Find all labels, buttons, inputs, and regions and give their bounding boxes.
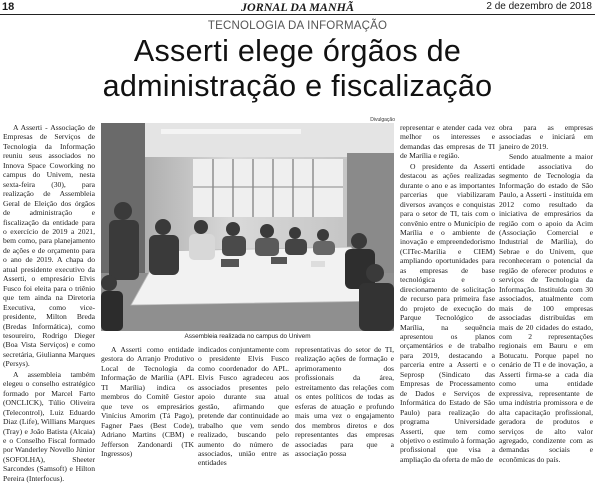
- article-column-2: [101, 345, 194, 458]
- section-tag: TECNOLOGIA DA INFORMAÇÃO: [207, 20, 388, 32]
- paragraph: A Asserti como entidade gestora do Arranjo Produtivo Local de Tecnologia da Informação de Marília (APL TI Marília) indica os membros do Comitê Gestor que teve os empresários Vinícius Amorim (Tá Pago), Fagner Paes (Best Code), Adriano Martins (CBM) e Jefferson Zandonardi (TK Ingressos): [101, 345, 194, 458]
- article-column-5: [400, 123, 495, 464]
- photo-caption: Assembleia realizada no campus do Univem: [184, 333, 311, 340]
- headline: [0, 34, 595, 104]
- paragraph: representativas do setor de TI, realização ações de formação e aprimoramento dos profissionais da área, estreitamento das relações com os entes políticos de todas as esferas de atuação e profundo mais uma vez o engajamento dos membros diretos e dos representantes das empresas associadas para que a associação possa: [295, 345, 394, 458]
- article-column-3: [198, 345, 289, 468]
- photo-credit: Divulgação: [370, 117, 395, 123]
- masthead: JORNAL DA MANHÃ: [241, 0, 354, 14]
- page-number: 18: [2, 1, 15, 13]
- paragraph: representar e atender cada vez melhor os interesses e demandas das empresas de TI de Marília e região.: [400, 123, 495, 161]
- paragraph: Sendo atualmente a maior entidade associativa do segmento de Tecnologia da Informação do estado de São Paulo, a Asserti - instituída em 2012 como resultado da iniciativa de empresários da região com o apoio da Acim (Associação Comercial e Industrial de Marília), do Sebrae e do Univem, que reconheceram o potencial da região de oferecer produtos e serviços de Tecnologia da Informação. Instituída com 30 associados, atualmente com mais de 100 empresas associadas distribuídas em mais de 20 cidades do estado, com 2 representações regionais em Bauru e em Botucatu. Porque papel no cenário de TI e de inovação, a Asserti firma-se a cada dia como uma entidade expressiva, representante de uma indústria promissora e de alta capacitação profissional, geradora de produtos e serviços de alto valor agregado, condizente com as demandas sociais e econômicas do país.: [499, 152, 593, 464]
- headline-line-1: Asserti elege órgãos de: [133, 34, 462, 68]
- article-photo: [101, 123, 394, 331]
- paragraph: A Asserti - Associação de Empresas de Serviços de Tecnologia da Informação reuniu seus associados no Innova Space Coworking no campus do Univem, nesta sexta-feira (30), para realização de Assembleia Geral de Eleição dos órgãos de administração e fiscalização da entidade para o exercício de 2019 a 2021, bem como, para planejamento de ações e de orçamento para o ano de 2019. A chapa do atual presidente executivo da Asserti, o empresário Elvis Fusco foi eleita para o triênio que tem ainda na Diretoria Executiva, como vice-presidente, Milton Breda (Bredas Informática), como tesoureiro, Rodrigo Dieger (Boa Vista Serviços) e como secretária, Giulianna Marques (Persys).: [3, 123, 95, 369]
- article-column-1: [3, 123, 95, 483]
- paragraph: A assembleia também elegeu o conselho estratégico formado por Marcel Farto (ONCLICK), Túlio Oliveira (Telecontrol), Luiz Eduardo Diaz (Life), Willians Marques (Tray) e João Batista (Alcaia) e o Conselho Fiscal formado por Wanderley Novello Júnior (SOFOLHA), Sheeter Sarcondes (Samsoft) e Hilton Pereira (Interfocus).: [3, 369, 95, 483]
- paragraph: indicados conjuntamente com o presidente Elvis Fusco como coordenador do APL. Elvis Fusco agradeceu aos associados presentes pelo apoio durante sua atual gestão, afirmando que pretende dar continuidade ao trabalho que vem sendo realizado, buscando pelo aumento do número de associados, união entre as entidades: [198, 345, 289, 468]
- paragraph: O presidente da Asserti destacou as ações realizadas durante o ano e as importantes parcerias que viabilizaram diversos avanços e conquistas para o setor de TI, tais com o convênio entre o Município de Marília e o ambiente de inovação e empreendedorismo (CITec-Marília e CIEM) ampliando oportunidades para as empresas de base tecnológica e o direcionamento de solicitação de recurso para primeira fase do projeto de execução do Parque Tecnológico de Marília, na sequência apresentou os planos orçamentários e de trabalho para 2019, destacando a parceria entre a Asserti e o Seprosp (Sindicato das Empresas de Processamento de Dados e Serviços de Informática do Estado de São Paulo) para realização do programa Universidade Asserti, que tem como objetivo o estímulo à formação profissional que visa a ampliação da oferta de mão de: [400, 161, 495, 464]
- headline-line-2: administração e fiscalização: [102, 69, 493, 103]
- article-column-6: [499, 123, 593, 464]
- issue-date: 2 de dezembro de 2018: [486, 1, 592, 12]
- paragraph: obra para as empresas associadas e iniciará em janeiro de 2019.: [499, 123, 593, 151]
- page-header: [0, 0, 595, 15]
- photo-people-at-table: [101, 123, 394, 331]
- article-column-4: [295, 345, 394, 458]
